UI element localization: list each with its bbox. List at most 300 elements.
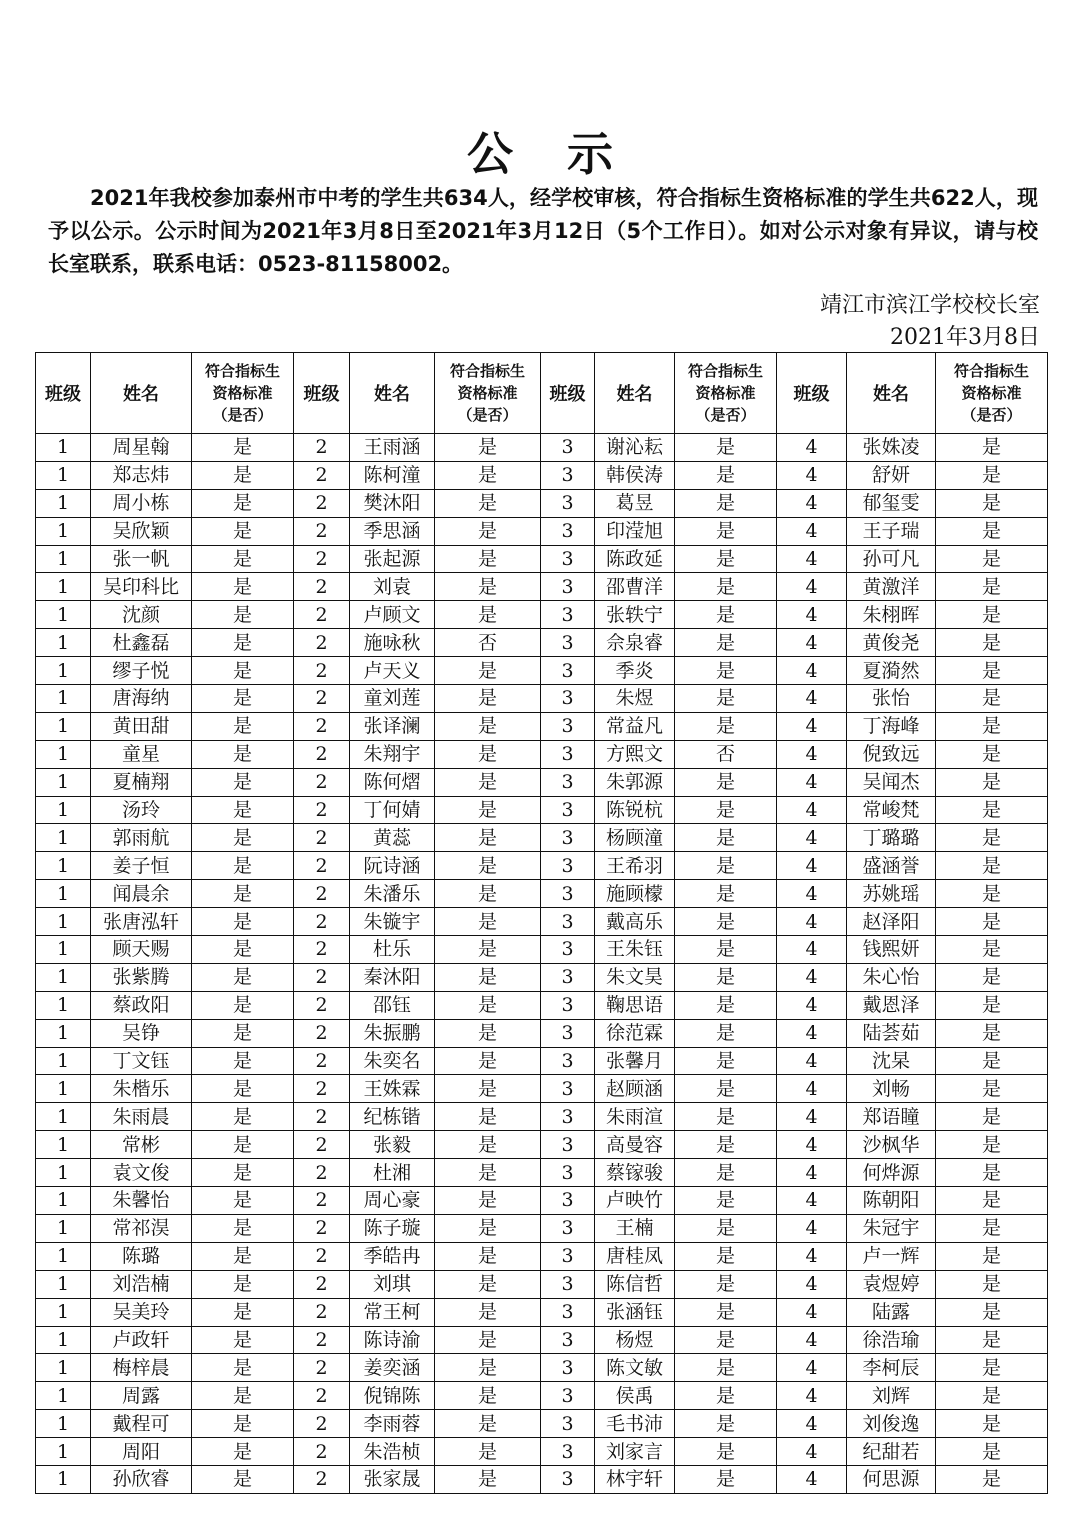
qualified-cell: 是 bbox=[936, 1298, 1048, 1326]
qualified-cell: 是 bbox=[435, 1103, 541, 1131]
qualified-cell: 是 bbox=[936, 1465, 1048, 1493]
name-cell: 戴高乐 bbox=[595, 908, 675, 936]
qualified-cell: 是 bbox=[675, 1187, 777, 1215]
class-cell: 4 bbox=[777, 1438, 847, 1466]
table-row bbox=[36, 852, 1048, 880]
qualified-cell: 是 bbox=[435, 1131, 541, 1159]
class-cell: 4 bbox=[777, 685, 847, 713]
qualified-cell: 是 bbox=[936, 1075, 1048, 1103]
class-cell: 4 bbox=[777, 1298, 847, 1326]
name-cell: 童星 bbox=[91, 740, 192, 768]
class-cell: 4 bbox=[777, 1159, 847, 1187]
class-cell: 1 bbox=[36, 1326, 91, 1354]
class-cell: 1 bbox=[36, 1270, 91, 1298]
notice-body: 2021年我校参加泰州市中考的学生共634人，经学校审核，符合指标生资格标准的学生共622人，现予以公示。公示时间为2021年3月8日至2021年3月12日（5个工作日）。如对公示对象有异议，请与校长室联系，联系电话：0523-81158002。 bbox=[48, 186, 1038, 276]
table-row bbox=[36, 1159, 1048, 1187]
table-row bbox=[36, 517, 1048, 545]
qualified-cell: 是 bbox=[435, 1187, 541, 1215]
class-cell: 3 bbox=[541, 1465, 595, 1493]
name-cell: 陆露 bbox=[847, 1298, 936, 1326]
qualified-cell: 是 bbox=[192, 712, 294, 740]
qualified-cell: 是 bbox=[435, 908, 541, 936]
qualified-cell: 是 bbox=[936, 1103, 1048, 1131]
table-row bbox=[36, 489, 1048, 517]
class-cell: 2 bbox=[294, 657, 350, 685]
name-cell: 吴铮 bbox=[91, 1019, 192, 1047]
name-cell: 陆荟茹 bbox=[847, 1019, 936, 1047]
class-cell: 2 bbox=[294, 712, 350, 740]
class-cell: 1 bbox=[36, 1103, 91, 1131]
header-qualified bbox=[192, 353, 294, 434]
qualified-cell: 是 bbox=[435, 768, 541, 796]
name-cell: 何思源 bbox=[847, 1465, 936, 1493]
class-cell: 1 bbox=[36, 629, 91, 657]
class-cell: 2 bbox=[294, 1187, 350, 1215]
name-cell: 郑志炜 bbox=[91, 461, 192, 489]
class-cell: 4 bbox=[777, 1354, 847, 1382]
class-cell: 1 bbox=[36, 712, 91, 740]
name-cell: 孙欣睿 bbox=[91, 1465, 192, 1493]
name-cell: 赵泽阳 bbox=[847, 908, 936, 936]
name-cell: 陈朝阳 bbox=[847, 1187, 936, 1215]
name-cell: 刘浩楠 bbox=[91, 1270, 192, 1298]
name-cell: 朱栩晖 bbox=[847, 601, 936, 629]
qualified-cell: 是 bbox=[675, 573, 777, 601]
name-cell: 周星翰 bbox=[91, 434, 192, 462]
name-cell: 卢一辉 bbox=[847, 1242, 936, 1270]
name-cell: 夏楠翔 bbox=[91, 768, 192, 796]
header-qualified-line: （是否） bbox=[695, 406, 756, 424]
class-cell: 1 bbox=[36, 908, 91, 936]
name-cell: 郭雨航 bbox=[91, 824, 192, 852]
qualified-cell: 是 bbox=[936, 545, 1048, 573]
class-cell: 2 bbox=[294, 685, 350, 713]
qualified-cell: 是 bbox=[675, 852, 777, 880]
name-cell: 郑语瞳 bbox=[847, 1103, 936, 1131]
name-cell: 杜湘 bbox=[350, 1159, 435, 1187]
name-cell: 汤玲 bbox=[91, 796, 192, 824]
table-row bbox=[36, 1465, 1048, 1493]
class-cell: 3 bbox=[541, 1270, 595, 1298]
issuer: 靖江市滨江学校校长室 bbox=[819, 293, 1040, 318]
qualified-cell: 是 bbox=[435, 1438, 541, 1466]
class-cell: 4 bbox=[777, 657, 847, 685]
class-cell: 2 bbox=[294, 740, 350, 768]
name-cell: 何烨源 bbox=[847, 1159, 936, 1187]
table-row bbox=[36, 1438, 1048, 1466]
header-qualified-line: 符合指标生 bbox=[449, 362, 525, 380]
qualified-cell: 是 bbox=[936, 461, 1048, 489]
class-cell: 4 bbox=[777, 517, 847, 545]
qualified-cell: 是 bbox=[936, 1382, 1048, 1410]
qualified-cell: 是 bbox=[675, 1019, 777, 1047]
qualified-cell: 是 bbox=[435, 1047, 541, 1075]
class-cell: 2 bbox=[294, 601, 350, 629]
qualified-cell: 是 bbox=[435, 1242, 541, 1270]
class-cell: 3 bbox=[541, 1382, 595, 1410]
qualified-cell: 是 bbox=[936, 880, 1048, 908]
name-cell: 蔡镓骏 bbox=[595, 1159, 675, 1187]
class-cell: 3 bbox=[541, 1326, 595, 1354]
name-cell: 刘辉 bbox=[847, 1382, 936, 1410]
qualified-cell: 是 bbox=[192, 1298, 294, 1326]
name-cell: 王楠 bbox=[595, 1214, 675, 1242]
qualified-cell: 是 bbox=[675, 1298, 777, 1326]
name-cell: 唐桂凤 bbox=[595, 1242, 675, 1270]
qualified-cell: 是 bbox=[192, 685, 294, 713]
name-cell: 周心豪 bbox=[350, 1187, 435, 1215]
class-cell: 4 bbox=[777, 434, 847, 462]
qualified-cell: 是 bbox=[936, 936, 1048, 964]
qualified-cell: 是 bbox=[675, 434, 777, 462]
table-row bbox=[36, 1270, 1048, 1298]
class-cell: 1 bbox=[36, 461, 91, 489]
header-qualified-line: 符合指标生 bbox=[204, 362, 280, 380]
qualified-cell: 是 bbox=[675, 1465, 777, 1493]
qualified-cell: 是 bbox=[936, 852, 1048, 880]
qualified-cell: 是 bbox=[192, 1354, 294, 1382]
qualified-cell: 是 bbox=[192, 1075, 294, 1103]
qualified-cell: 是 bbox=[675, 936, 777, 964]
table-row bbox=[36, 685, 1048, 713]
qualified-cell: 是 bbox=[192, 1214, 294, 1242]
table-row bbox=[36, 545, 1048, 573]
header-qualified-line: （是否） bbox=[961, 406, 1022, 424]
name-cell: 陈璐 bbox=[91, 1242, 192, 1270]
qualified-cell: 是 bbox=[435, 1410, 541, 1438]
name-cell: 吴美玲 bbox=[91, 1298, 192, 1326]
class-cell: 2 bbox=[294, 573, 350, 601]
qualified-cell: 是 bbox=[192, 545, 294, 573]
name-cell: 张唐泓轩 bbox=[91, 908, 192, 936]
header-name: 姓名 bbox=[847, 353, 936, 434]
name-cell: 周小栋 bbox=[91, 489, 192, 517]
class-cell: 2 bbox=[294, 1438, 350, 1466]
qualified-cell: 是 bbox=[936, 573, 1048, 601]
qualified-cell: 是 bbox=[936, 1159, 1048, 1187]
qualified-cell: 是 bbox=[675, 768, 777, 796]
qualified-cell: 是 bbox=[675, 1382, 777, 1410]
name-cell: 施顾檬 bbox=[595, 880, 675, 908]
name-cell: 戴程可 bbox=[91, 1410, 192, 1438]
class-cell: 2 bbox=[294, 545, 350, 573]
table-row bbox=[36, 1354, 1048, 1382]
class-cell: 1 bbox=[36, 880, 91, 908]
table-row bbox=[36, 963, 1048, 991]
qualified-cell: 是 bbox=[435, 936, 541, 964]
qualified-cell: 是 bbox=[435, 740, 541, 768]
qualified-cell: 是 bbox=[435, 461, 541, 489]
qualified-cell: 是 bbox=[435, 434, 541, 462]
class-cell: 4 bbox=[777, 489, 847, 517]
class-cell: 4 bbox=[777, 768, 847, 796]
qualified-cell: 是 bbox=[936, 796, 1048, 824]
name-cell: 蔡政阳 bbox=[91, 991, 192, 1019]
name-cell: 沙枫华 bbox=[847, 1131, 936, 1159]
qualified-cell: 是 bbox=[936, 908, 1048, 936]
qualified-cell: 是 bbox=[675, 1131, 777, 1159]
qualified-cell: 是 bbox=[192, 1438, 294, 1466]
name-cell: 杨煜 bbox=[595, 1326, 675, 1354]
name-cell: 姜子恒 bbox=[91, 852, 192, 880]
class-cell: 1 bbox=[36, 517, 91, 545]
class-cell: 1 bbox=[36, 1047, 91, 1075]
class-cell: 4 bbox=[777, 852, 847, 880]
class-cell: 3 bbox=[541, 434, 595, 462]
qualified-cell: 是 bbox=[192, 880, 294, 908]
name-cell: 朱镟宇 bbox=[350, 908, 435, 936]
header-class: 班级 bbox=[541, 353, 595, 434]
class-cell: 1 bbox=[36, 963, 91, 991]
table-row bbox=[36, 991, 1048, 1019]
name-cell: 姜奕涵 bbox=[350, 1354, 435, 1382]
notice-signature bbox=[820, 290, 1040, 354]
qualified-cell: 是 bbox=[435, 991, 541, 1019]
name-cell: 刘琪 bbox=[350, 1270, 435, 1298]
qualified-cell: 是 bbox=[675, 657, 777, 685]
qualified-cell: 是 bbox=[192, 1382, 294, 1410]
class-cell: 3 bbox=[541, 1187, 595, 1215]
notice-date: 2021年3月8日 bbox=[890, 325, 1040, 350]
class-cell: 3 bbox=[541, 1159, 595, 1187]
qualified-cell: 是 bbox=[675, 796, 777, 824]
name-cell: 朱冠宇 bbox=[847, 1214, 936, 1242]
qualified-cell: 是 bbox=[192, 517, 294, 545]
name-cell: 鞠思语 bbox=[595, 991, 675, 1019]
name-cell: 张起源 bbox=[350, 545, 435, 573]
qualified-cell: 是 bbox=[936, 963, 1048, 991]
qualified-cell: 是 bbox=[192, 601, 294, 629]
qualified-cell: 是 bbox=[675, 685, 777, 713]
qualified-cell: 是 bbox=[936, 1131, 1048, 1159]
class-cell: 2 bbox=[294, 434, 350, 462]
qualified-cell: 是 bbox=[675, 1047, 777, 1075]
class-cell: 4 bbox=[777, 573, 847, 601]
qualified-cell: 是 bbox=[936, 824, 1048, 852]
table-row bbox=[36, 740, 1048, 768]
class-cell: 1 bbox=[36, 434, 91, 462]
name-cell: 陈子璇 bbox=[350, 1214, 435, 1242]
qualified-cell: 是 bbox=[936, 991, 1048, 1019]
qualified-cell: 是 bbox=[435, 712, 541, 740]
student-roster-table bbox=[35, 352, 1048, 1494]
qualified-cell: 是 bbox=[192, 1270, 294, 1298]
class-cell: 4 bbox=[777, 1103, 847, 1131]
name-cell: 常益凡 bbox=[595, 712, 675, 740]
class-cell: 4 bbox=[777, 1382, 847, 1410]
qualified-cell: 是 bbox=[435, 685, 541, 713]
class-cell: 4 bbox=[777, 1131, 847, 1159]
name-cell: 李柯辰 bbox=[847, 1354, 936, 1382]
qualified-cell: 是 bbox=[192, 1159, 294, 1187]
table-row bbox=[36, 629, 1048, 657]
class-cell: 2 bbox=[294, 1103, 350, 1131]
name-cell: 刘畅 bbox=[847, 1075, 936, 1103]
table-header-row bbox=[36, 353, 1048, 434]
name-cell: 佘泉睿 bbox=[595, 629, 675, 657]
name-cell: 张家晟 bbox=[350, 1465, 435, 1493]
class-cell: 1 bbox=[36, 1298, 91, 1326]
header-qualified bbox=[936, 353, 1048, 434]
qualified-cell: 是 bbox=[936, 712, 1048, 740]
qualified-cell: 是 bbox=[936, 1242, 1048, 1270]
class-cell: 2 bbox=[294, 824, 350, 852]
qualified-cell: 是 bbox=[435, 489, 541, 517]
class-cell: 2 bbox=[294, 1159, 350, 1187]
qualified-cell: 是 bbox=[192, 908, 294, 936]
table-row bbox=[36, 1326, 1048, 1354]
name-cell: 袁煜婷 bbox=[847, 1270, 936, 1298]
name-cell: 季皓冉 bbox=[350, 1242, 435, 1270]
class-cell: 2 bbox=[294, 852, 350, 880]
class-cell: 2 bbox=[294, 461, 350, 489]
class-cell: 4 bbox=[777, 1187, 847, 1215]
qualified-cell: 是 bbox=[936, 489, 1048, 517]
name-cell: 袁文俊 bbox=[91, 1159, 192, 1187]
qualified-cell: 是 bbox=[675, 991, 777, 1019]
name-cell: 朱奕名 bbox=[350, 1047, 435, 1075]
name-cell: 樊沐阳 bbox=[350, 489, 435, 517]
name-cell: 卢政轩 bbox=[91, 1326, 192, 1354]
name-cell: 杜乐 bbox=[350, 936, 435, 964]
name-cell: 谢沁耘 bbox=[595, 434, 675, 462]
name-cell: 陈柯潼 bbox=[350, 461, 435, 489]
name-cell: 刘袁 bbox=[350, 573, 435, 601]
name-cell: 季炎 bbox=[595, 657, 675, 685]
class-cell: 1 bbox=[36, 1242, 91, 1270]
table-row bbox=[36, 461, 1048, 489]
class-cell: 1 bbox=[36, 936, 91, 964]
name-cell: 丁何婧 bbox=[350, 796, 435, 824]
class-cell: 2 bbox=[294, 1019, 350, 1047]
name-cell: 纪栋锴 bbox=[350, 1103, 435, 1131]
name-cell: 王姝霖 bbox=[350, 1075, 435, 1103]
class-cell: 1 bbox=[36, 1075, 91, 1103]
name-cell: 张馨月 bbox=[595, 1047, 675, 1075]
name-cell: 张紫腾 bbox=[91, 963, 192, 991]
name-cell: 朱心怡 bbox=[847, 963, 936, 991]
name-cell: 陈锐杭 bbox=[595, 796, 675, 824]
name-cell: 卢天义 bbox=[350, 657, 435, 685]
name-cell: 吴印科比 bbox=[91, 573, 192, 601]
class-cell: 1 bbox=[36, 1354, 91, 1382]
qualified-cell: 是 bbox=[936, 1019, 1048, 1047]
qualified-cell: 是 bbox=[192, 852, 294, 880]
header-qualified-line: 符合指标生 bbox=[953, 362, 1029, 380]
name-cell: 张毅 bbox=[350, 1131, 435, 1159]
class-cell: 1 bbox=[36, 1131, 91, 1159]
qualified-cell: 是 bbox=[936, 1214, 1048, 1242]
class-cell: 3 bbox=[541, 880, 595, 908]
class-cell: 1 bbox=[36, 1465, 91, 1493]
name-cell: 张一帆 bbox=[91, 545, 192, 573]
class-cell: 4 bbox=[777, 908, 847, 936]
name-cell: 童刘莲 bbox=[350, 685, 435, 713]
name-cell: 戴恩泽 bbox=[847, 991, 936, 1019]
table-row bbox=[36, 1019, 1048, 1047]
class-cell: 4 bbox=[777, 1047, 847, 1075]
name-cell: 张译澜 bbox=[350, 712, 435, 740]
name-cell: 卢映竹 bbox=[595, 1187, 675, 1215]
class-cell: 4 bbox=[777, 629, 847, 657]
name-cell: 朱馨怡 bbox=[91, 1187, 192, 1215]
class-cell: 3 bbox=[541, 1242, 595, 1270]
qualified-cell: 是 bbox=[435, 852, 541, 880]
qualified-cell: 是 bbox=[936, 1354, 1048, 1382]
header-qualified-line: （是否） bbox=[457, 406, 518, 424]
table-row bbox=[36, 1410, 1048, 1438]
name-cell: 钱熙妍 bbox=[847, 936, 936, 964]
class-cell: 4 bbox=[777, 1019, 847, 1047]
table-row bbox=[36, 880, 1048, 908]
name-cell: 陈政延 bbox=[595, 545, 675, 573]
name-cell: 朱雨晨 bbox=[91, 1103, 192, 1131]
class-cell: 2 bbox=[294, 1214, 350, 1242]
qualified-cell: 是 bbox=[192, 1465, 294, 1493]
name-cell: 吴闻杰 bbox=[847, 768, 936, 796]
table-row bbox=[36, 1242, 1048, 1270]
class-cell: 4 bbox=[777, 880, 847, 908]
class-cell: 1 bbox=[36, 1382, 91, 1410]
qualified-cell: 是 bbox=[435, 545, 541, 573]
name-cell: 黄激洋 bbox=[847, 573, 936, 601]
qualified-cell: 是 bbox=[675, 545, 777, 573]
class-cell: 1 bbox=[36, 740, 91, 768]
qualified-cell: 是 bbox=[192, 489, 294, 517]
class-cell: 4 bbox=[777, 936, 847, 964]
qualified-cell: 是 bbox=[675, 824, 777, 852]
name-cell: 倪致远 bbox=[847, 740, 936, 768]
qualified-cell: 是 bbox=[435, 1075, 541, 1103]
header-qualified-line: 资格标准 bbox=[695, 384, 756, 402]
class-cell: 4 bbox=[777, 461, 847, 489]
class-cell: 1 bbox=[36, 768, 91, 796]
name-cell: 沈颜 bbox=[91, 601, 192, 629]
qualified-cell: 是 bbox=[675, 601, 777, 629]
qualified-cell: 是 bbox=[675, 1103, 777, 1131]
table-row bbox=[36, 1298, 1048, 1326]
qualified-cell: 是 bbox=[675, 963, 777, 991]
class-cell: 4 bbox=[777, 1270, 847, 1298]
class-cell: 1 bbox=[36, 1410, 91, 1438]
name-cell: 梅梓晨 bbox=[91, 1354, 192, 1382]
qualified-cell: 是 bbox=[435, 517, 541, 545]
class-cell: 3 bbox=[541, 1214, 595, 1242]
qualified-cell: 是 bbox=[435, 1354, 541, 1382]
name-cell: 陈文敏 bbox=[595, 1354, 675, 1382]
qualified-cell: 是 bbox=[675, 517, 777, 545]
qualified-cell: 是 bbox=[192, 434, 294, 462]
qualified-cell: 是 bbox=[192, 1326, 294, 1354]
qualified-cell: 是 bbox=[192, 768, 294, 796]
class-cell: 1 bbox=[36, 852, 91, 880]
name-cell: 徐范霖 bbox=[595, 1019, 675, 1047]
header-name: 姓名 bbox=[91, 353, 192, 434]
class-cell: 3 bbox=[541, 991, 595, 1019]
class-cell: 4 bbox=[777, 1214, 847, 1242]
class-cell: 1 bbox=[36, 991, 91, 1019]
class-cell: 2 bbox=[294, 517, 350, 545]
name-cell: 舒妍 bbox=[847, 461, 936, 489]
class-cell: 2 bbox=[294, 1131, 350, 1159]
name-cell: 常王柯 bbox=[350, 1298, 435, 1326]
class-cell: 3 bbox=[541, 545, 595, 573]
class-cell: 4 bbox=[777, 712, 847, 740]
table-row bbox=[36, 1187, 1048, 1215]
qualified-cell: 是 bbox=[192, 936, 294, 964]
qualified-cell: 是 bbox=[936, 434, 1048, 462]
class-cell: 4 bbox=[777, 1465, 847, 1493]
